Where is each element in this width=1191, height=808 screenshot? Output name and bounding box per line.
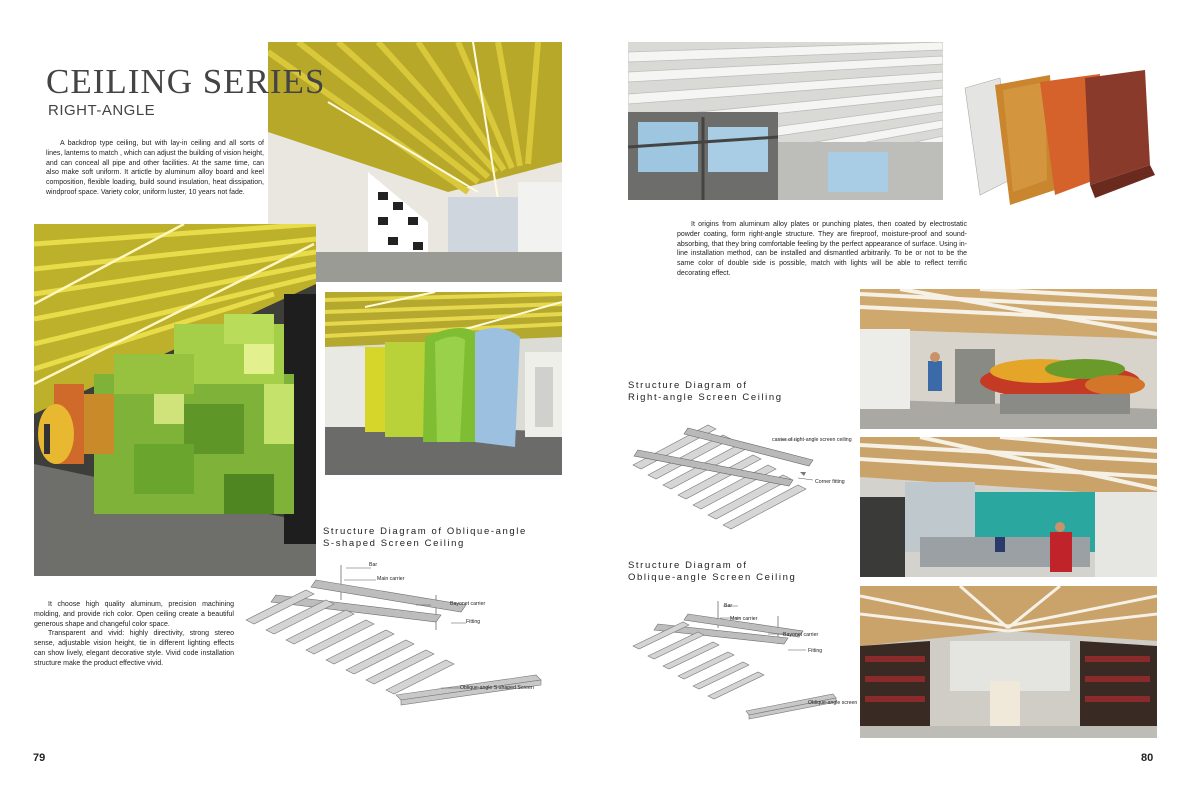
page-number-left: 79 — [33, 752, 46, 764]
intro-text-block — [46, 139, 264, 198]
body-paragraph: Transparent and vivid: highly directivity, strong stereo sense, adjustable vision height, tie in different lighting effects can show lively, elegant decorative style. Vivid code installation structure make the product effective vivid. — [34, 630, 234, 667]
body-text-block-left — [34, 600, 234, 669]
diagram-title-line: Structure Diagram of — [628, 380, 748, 391]
label-screen: Oblique-angle S-shaped Screen — [460, 685, 534, 691]
label-bayonet-carrier: Bayonet carrier — [783, 632, 819, 638]
diagram-title-line: Structure Diagram of Oblique-angle — [323, 526, 527, 537]
label-bar: Bar — [724, 603, 733, 609]
label-fitting: Fitting — [466, 619, 481, 625]
diagram-title-line: Oblique-angle Screen Ceiling — [628, 572, 797, 583]
diagram-title-oblique-s — [323, 526, 527, 550]
diagram-right-angle-screen — [628, 410, 853, 540]
body-paragraph: It choose high quality aluminum, precision machining molding, and provide rich color. Open ceiling create a beautiful generous shape and changeful color space. — [34, 601, 234, 628]
photo-white-slat-ceiling — [628, 42, 943, 200]
photo-green-pod-room — [325, 292, 562, 475]
page-number-right: 80 — [1141, 752, 1154, 764]
diagram-title-right-angle — [628, 380, 783, 404]
diagram-title-line: Right-angle Screen Ceiling — [628, 392, 783, 403]
label-corner-fitting: Corner fitting — [815, 479, 845, 485]
page-subtitle: RIGHT-ANGLE — [48, 102, 156, 119]
diagram-title-line: Structure Diagram of — [628, 560, 748, 571]
label-carrier-right-angle: carrier of right-angle screen ceiling — [772, 437, 852, 443]
body-paragraph: It origins from aluminum alloy plates or punching plates, then coated by electrostatic powder coating, form right-angle structure. They are fireproof, moisture-proof and sound-absorbing, that they bring comfortable feeling by the perfect appearance of surface. Using in-line installation method, can be installed and dismantled arbitrarily. To be or not to be the same color of double side is possible, match with lights will be able to reflect terrific decorating effect. — [677, 221, 967, 277]
label-main-carrier: Main carrier — [377, 576, 405, 582]
label-main-carrier: Main carrier — [730, 616, 758, 622]
photo-seafood-counter — [860, 437, 1157, 577]
label-bar: Bar — [369, 562, 378, 568]
photo-produce-market — [860, 289, 1157, 429]
photo-green-pixel-wall — [34, 224, 316, 576]
label-screen: Oblique-angle screen — [808, 700, 858, 706]
intro-paragraph: A backdrop type ceiling, but with lay-in ceiling and all sorts of lines, lanterns to match , which can adjust the building of vision height, and can conceal all pipe and other facilities. At the same time, can also make soft uniform. It artictle by aluminum alloy board and keel composition, flexible loading, build sound insulation, heat dissipation, windproof space. Variety color, uniform luster, 10 years not fade. — [46, 140, 264, 196]
page-title: CEILING SERIES — [46, 62, 326, 101]
diagram-oblique-s-screen — [236, 560, 566, 720]
photo-wine-aisle — [860, 586, 1157, 738]
label-bayonet-carrier: Bayonet carrier — [450, 601, 486, 607]
photo-slat-samples — [955, 70, 1155, 215]
diagram-title-oblique — [628, 560, 796, 584]
body-text-block-right — [677, 220, 967, 279]
diagram-title-line: S-shaped Screen Ceiling — [323, 538, 465, 549]
label-fitting: Fitting — [808, 648, 823, 654]
